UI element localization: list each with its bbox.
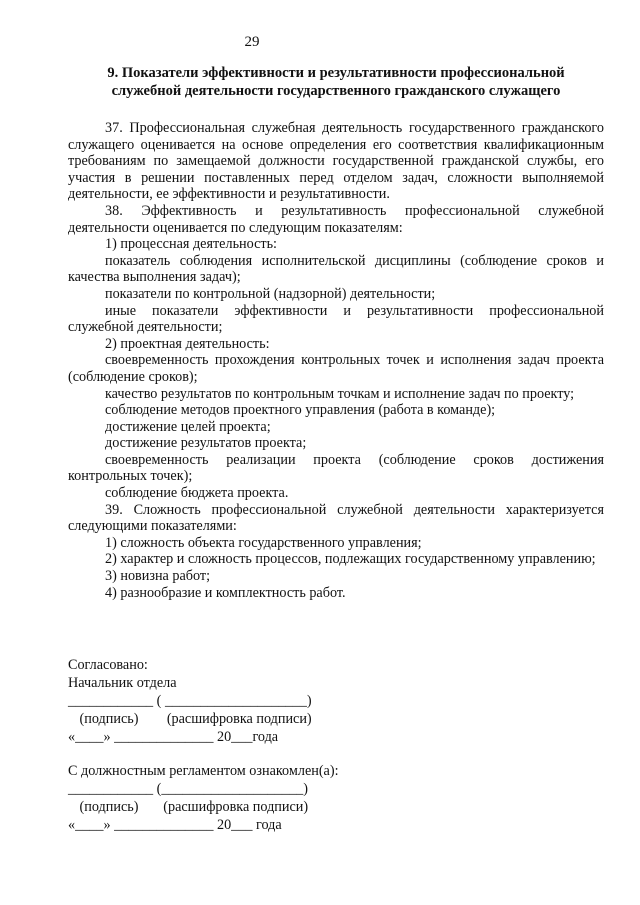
paragraph: 2) характер и сложность процессов, подлежащих государственному управлению; (105, 551, 596, 568)
approval-date-line: «____» ______________ 20___года (68, 729, 279, 745)
paragraph: качество результатов по контрольным точкам и исполнение задач по проекту; (105, 385, 575, 402)
paragraph: 1) сложность объекта государственного управления; (105, 534, 422, 551)
paragraph: соблюдение бюджета проекта. (105, 485, 289, 502)
paragraph: достижение результатов проекта; (105, 435, 307, 452)
approval-signature-labels: (подпись) (расшифровка подписи) (76, 711, 312, 727)
paragraph: 3) новизна работ; (105, 568, 211, 585)
paragraph: 1) процессная деятельность: (105, 236, 277, 253)
paragraph: достижение целей проекта; (105, 418, 271, 435)
paragraph: соблюдение методов проектного управления (работа в команде); (105, 402, 496, 419)
paragraph: показатель соблюдения исполнительской дисциплины (соблюдение сроков и качества выполнения задач); (68, 252, 604, 286)
section-title-line: служебной деятельности государственного гражданского служащего (111, 83, 561, 99)
paragraph: иные показатели эффективности и результативности профессиональной служебной деятельности; (68, 302, 604, 336)
paragraph: 39. Сложность профессиональной служебной деятельности характеризуется следующими показателями: (68, 501, 604, 535)
acknowledgement-signature-line: ____________ (____________________) (68, 781, 308, 797)
acknowledgement-block (68, 762, 604, 834)
paragraph: показатели по контрольной (надзорной) деятельности; (105, 285, 436, 302)
acknowledgement-title: С должностным регламентом ознакомлен(а): (68, 763, 339, 779)
approval-signature-line: ____________ ( ____________________) (68, 693, 312, 709)
paragraph: 37. Профессиональная служебная деятельность государственного гражданского служащего оценивается на основе определения его соответствия квалификационным требованиям по замещаемой должности государственной гражданской службы, его участия в решении поставленных перед отделом задач, сложности выполняемой деятельности, ее эффективности и результативности. (68, 120, 604, 203)
paragraph: своевременность прохождения контрольных точек и исполнения задач проекта (соблюдение сроков); (68, 352, 604, 385)
section-body (68, 120, 604, 601)
paragraph: 4) разнообразие и комплектность работ. (105, 584, 346, 601)
paragraph: 2) проектная деятельность: (105, 335, 270, 352)
approval-head-label: Начальник отдела (68, 675, 177, 691)
section-title-line: 9. Показатели эффективности и результативности профессиональной (107, 65, 565, 81)
approval-block (68, 656, 604, 746)
acknowledgement-signature-labels: (подпись) (расшифровка подписи) (76, 799, 309, 815)
page-number: 29 (244, 34, 260, 50)
section-title (68, 64, 604, 100)
paragraph: своевременность реализации проекта (соблюдение сроков достижения контрольных точек); (68, 451, 604, 485)
approval-agreed-label: Согласовано: (68, 657, 148, 673)
paragraph: 38. Эффективность и результативность профессиональной служебной деятельности оценивается по следующим показателям: (68, 202, 604, 236)
acknowledgement-date-line: «____» ______________ 20___ года (68, 817, 282, 833)
